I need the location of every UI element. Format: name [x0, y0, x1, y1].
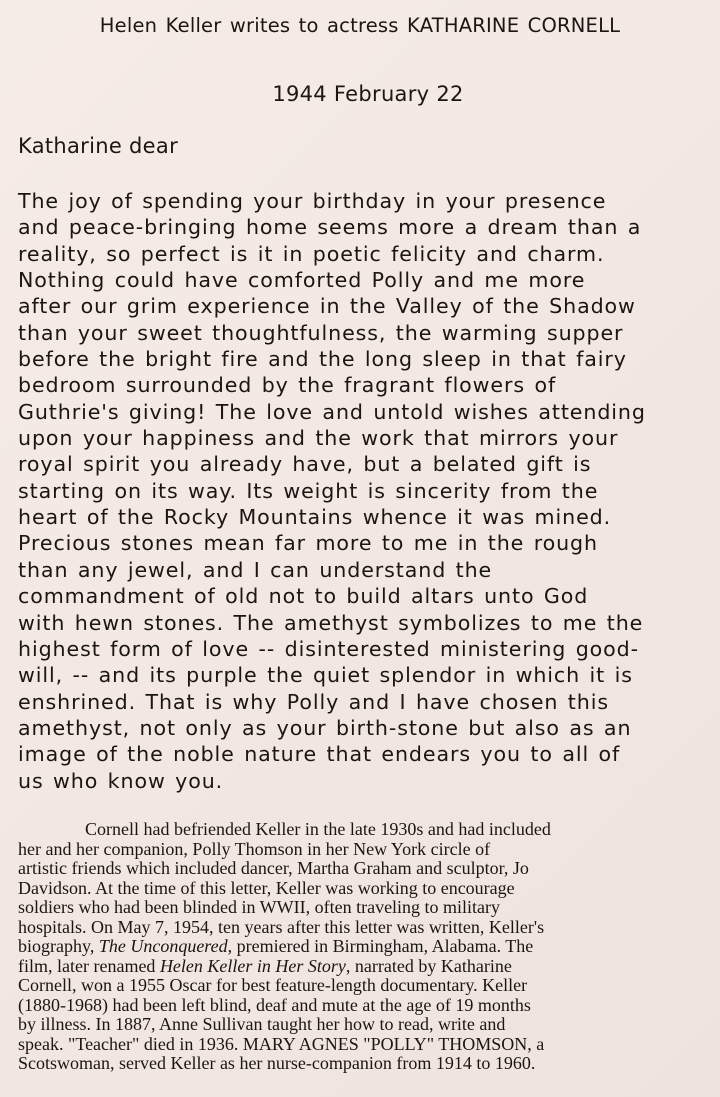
note-text: biography, — [18, 936, 99, 956]
letter-line: reality, so perfect is it in poetic felicity and charm. — [18, 241, 605, 266]
letter-body — [18, 188, 718, 794]
letter-line: us who know you. — [18, 768, 224, 793]
note-text: , premiered in Birmingham, Alabama. The — [227, 936, 534, 956]
letter-line: amethyst, not only as your birth-stone but also as an — [18, 715, 632, 740]
note-text: , narrated by Katharine — [345, 955, 512, 976]
note-line: Cornell had befriended Keller in the late 1930s and had included — [85, 819, 551, 839]
note-text: film, later renamed — [18, 955, 160, 976]
note-line: (1880-1968) had been left blind, deaf and mute at the age of 19 months — [18, 994, 531, 1015]
letter-line: Guthrie's giving! The love and untold wishes attending — [18, 399, 646, 424]
letter-line: commandment of old not to build altars unto God — [18, 584, 589, 609]
letter-line: will, -- and its purple the quiet splendor in which it is — [18, 663, 633, 688]
note-line — [18, 937, 718, 957]
letter-date: 1944 February 22 — [272, 82, 464, 106]
letter-line: bedroom surrounded by the fragrant flowers of — [18, 373, 557, 398]
letter-salutation: Katharine dear — [18, 134, 179, 158]
context-note — [18, 820, 718, 1074]
document-heading: Helen Keller writes to actress KATHARINE CORNELL — [99, 14, 621, 37]
letter-line: highest form of love -- disinterested ministering good- — [18, 636, 639, 661]
note-line: hospitals. On May 7, 1954, ten years after this letter was written, Keller's — [18, 916, 545, 937]
letter-line: than your sweet thoughtfulness, the warming supper — [18, 320, 624, 345]
book-title: The Unconquered — [98, 936, 228, 956]
letter-line: royal spirit you already have, but a belated gift is — [18, 452, 592, 477]
letter-line: after our grim experience in the Valley of the Shadow — [18, 294, 636, 319]
note-line: Davidson. At the time of this letter, Keller was working to encourage — [18, 877, 515, 898]
letter-line: before the bright fire and the long sleep in that fairy — [18, 347, 627, 372]
letter-line: than any jewel, and I can understand the — [18, 557, 493, 582]
note-line: soldiers who had been blinded in WWII, often traveling to military — [18, 897, 501, 917]
letter-line: starting on its way. Its weight is sincerity from the — [18, 478, 599, 503]
letter-line: heart of the Rocky Mountains whence it was mined. — [18, 505, 612, 530]
note-line: by illness. In 1887, Anne Sullivan taught her how to read, write and — [18, 1014, 506, 1034]
note-line: speak. "Teacher" died in 1936. MARY AGNES "POLLY" THOMSON, a — [18, 1033, 545, 1054]
letter-line: and peace-bringing home seems more a dream than a — [18, 215, 642, 240]
letter-line: enshrined. That is why Polly and I have chosen this — [18, 689, 609, 714]
letter-line: image of the noble nature that endears you to all of — [18, 742, 621, 767]
letter-line: upon your happiness and the work that mirrors your — [18, 426, 619, 451]
letter-line: The joy of spending your birthday in your presence — [18, 189, 607, 213]
letter-line: Nothing could have comforted Polly and me more — [18, 268, 586, 293]
note-line: her and her companion, Polly Thomson in her New York circle of — [18, 838, 491, 859]
film-title: Helen Keller in Her Story — [159, 955, 346, 976]
note-line — [18, 957, 718, 977]
note-line: Scotswoman, served Keller as her nurse-companion from 1914 to 1960. — [18, 1053, 536, 1073]
letter-line: with hewn stones. The amethyst symbolizes to me the — [18, 610, 644, 635]
letter-line: Precious stones mean far more to me in the rough — [18, 531, 598, 556]
note-line: artistic friends which included dancer, Martha Graham and sculptor, Jo — [18, 858, 529, 878]
note-line: Cornell, won a 1955 Oscar for best feature-length documentary. Keller — [18, 975, 528, 995]
